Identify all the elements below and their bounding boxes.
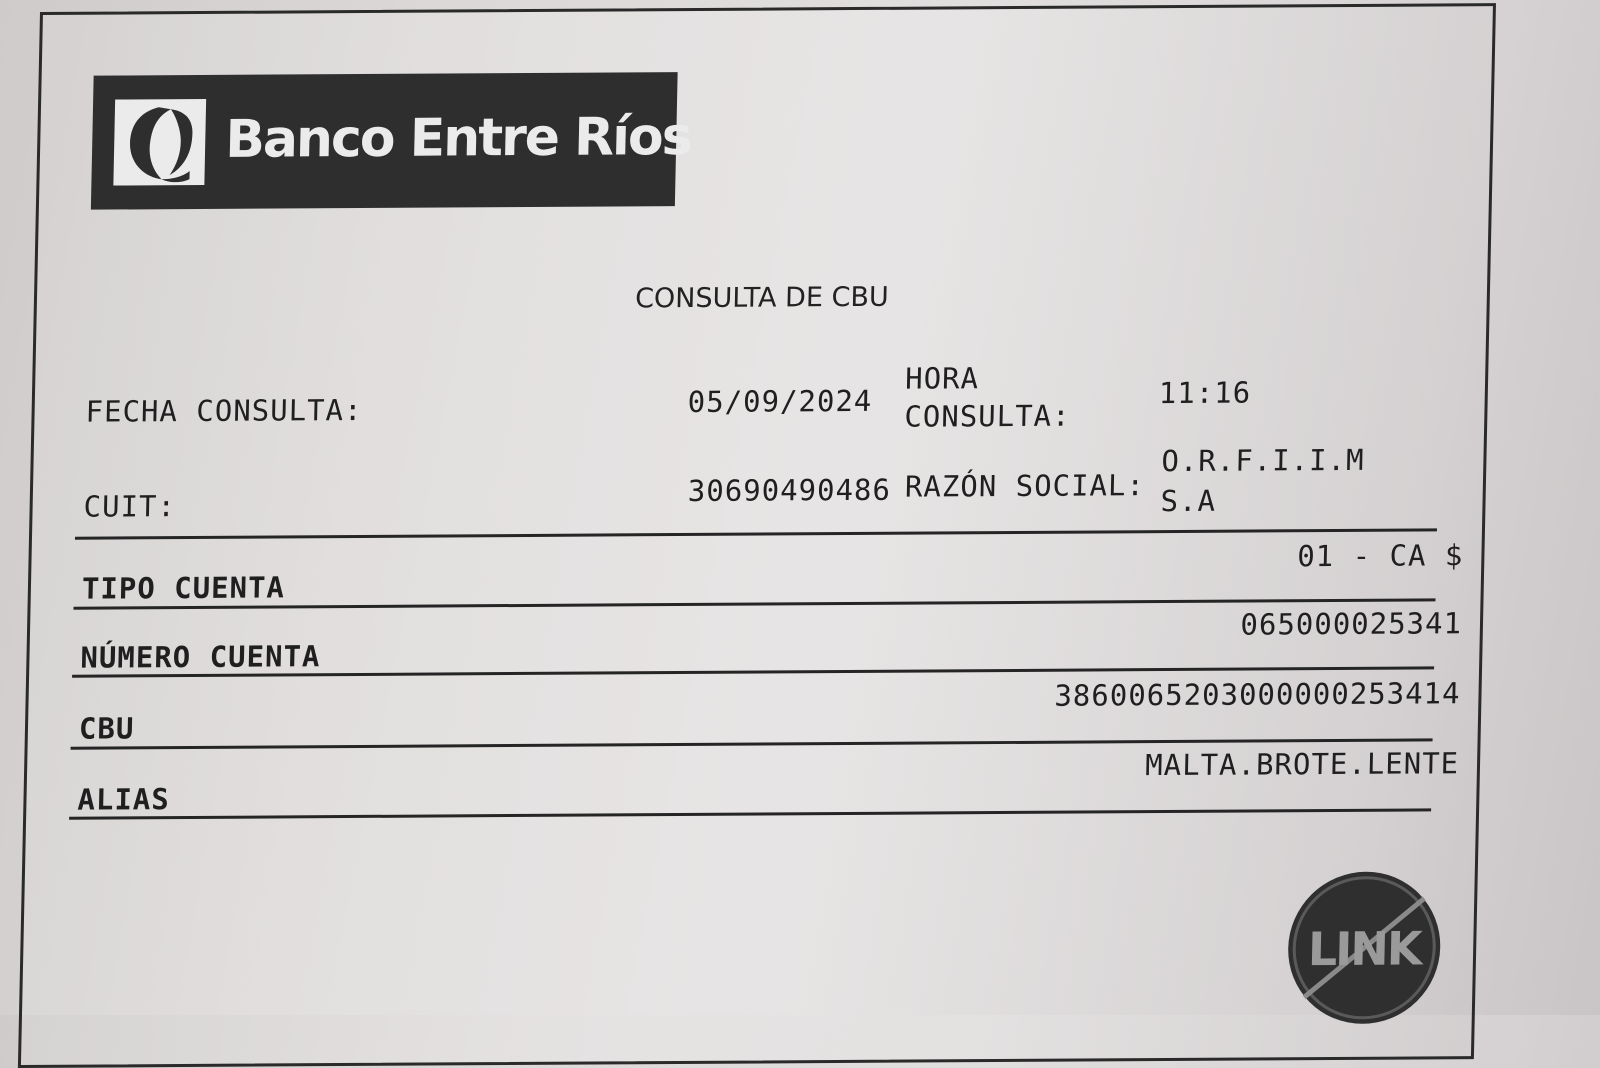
cuit-label: CUIT: (83, 489, 177, 524)
numero-cuenta-value: 065000025341 (1240, 606, 1463, 642)
alias-value: MALTA.BROTE.LENTE (1144, 746, 1460, 783)
cbu-value: 3860065203000000253414 (1054, 676, 1461, 713)
tipo-cuenta-label: TIPO CUENTA (81, 570, 286, 606)
tipo-cuenta-value: 01 - CA $ (1296, 538, 1464, 574)
cuit-value: 30690490486 (687, 472, 892, 508)
cbu-label: CBU (78, 711, 135, 746)
hora-consulta-label-line2: CONSULTA: (904, 398, 1071, 434)
link-logo-text: LINK (1307, 921, 1422, 977)
bank-name: Banco Entre Ríos (224, 107, 692, 170)
divider-line (69, 808, 1431, 819)
shield-emblem-icon (111, 97, 208, 188)
receipt-sheet (18, 3, 1496, 1068)
page-title: CONSULTA DE CBU (634, 281, 890, 315)
fecha-consulta-value: 05/09/2024 (687, 383, 873, 419)
bank-logo (91, 72, 692, 210)
link-network-icon (1284, 868, 1445, 1027)
alias-label: ALIAS (77, 782, 171, 817)
razon-social-value-line1: O.R.F.I.I.M (1161, 442, 1365, 479)
razon-social-value-line2: S.A (1160, 483, 1217, 519)
numero-cuenta-label: NÚMERO CUENTA (80, 639, 321, 675)
razon-social-label: RAZÓN SOCIAL: (904, 468, 1146, 504)
divider-line (75, 528, 1437, 539)
fecha-consulta-label: FECHA CONSULTA: (85, 392, 363, 429)
hora-consulta-label-line1: HORA (904, 361, 980, 396)
hora-consulta-value: 11:16 (1158, 375, 1252, 411)
